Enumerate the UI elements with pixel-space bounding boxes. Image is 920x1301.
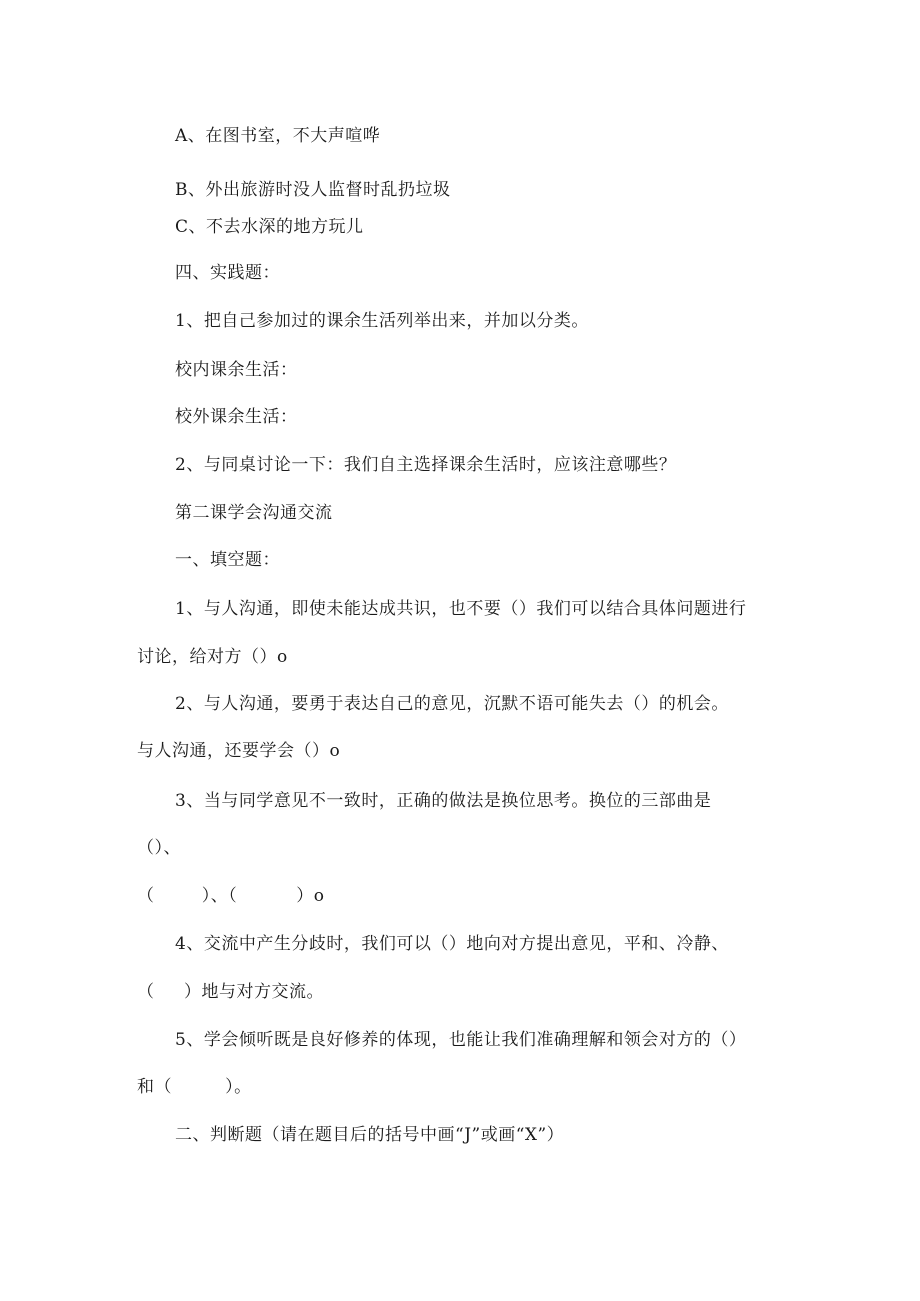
fill-question-5-line-2: 和（ ）。 (137, 1077, 252, 1097)
fill-question-4-line-2: （ ）地与对方交流。 (137, 982, 325, 1002)
practice-question-1: 1、把自己参加过的课余生活列举出来，并加以分类。 (175, 311, 589, 331)
in-school-activities-label: 校内课余生活： (175, 360, 298, 380)
out-of-school-activities-label: 校外课余生活： (175, 407, 298, 427)
fill-question-2-line-2: 与人沟通，还要学会（）o (137, 741, 341, 761)
lesson-title: 第二课学会沟通交流 (175, 503, 333, 523)
option-b: B、外出旅游时没人监督时乱扔垃圾 (175, 180, 451, 200)
option-c: C、不去水深的地方玩儿 (175, 217, 364, 237)
fill-question-3-line-1: 3、当与同学意见不一致时，正确的做法是换位思考。换位的三部曲是 (175, 791, 712, 811)
fill-question-3-line-2: （）、 (137, 838, 181, 858)
fill-question-5-line-1: 5、学会倾听既是良好修养的体现，也能让我们准确理解和领会对方的（） (175, 1030, 747, 1050)
option-a: A、在图书室，不大声喧哗 (175, 126, 381, 146)
section-heading-fill-blank: 一、填空题： (175, 550, 280, 570)
fill-question-2-line-1: 2、与人沟通，要勇于表达自己的意见，沉默不语可能失去（）的机会。 (175, 694, 729, 714)
section-heading-true-false: 二、判断题（请在题目后的括号中画“J”或画“X”） (175, 1125, 565, 1145)
fill-question-3-line-3: （ ）、（ ）o (137, 886, 325, 906)
practice-question-2: 2、与同桌讨论一下：我们自主选择课余生活时，应该注意哪些？ (175, 455, 677, 475)
fill-question-1-line-2: 讨论，给对方（）o (137, 647, 288, 667)
fill-question-4-line-1: 4、交流中产生分歧时，我们可以（）地向对方提出意见，平和、冷静、 (175, 934, 729, 954)
fill-question-1-line-1: 1、与人沟通，即使未能达成共识，也不要（）我们可以结合具体问题进行 (175, 599, 747, 619)
section-heading-practice: 四、实践题： (175, 263, 280, 283)
